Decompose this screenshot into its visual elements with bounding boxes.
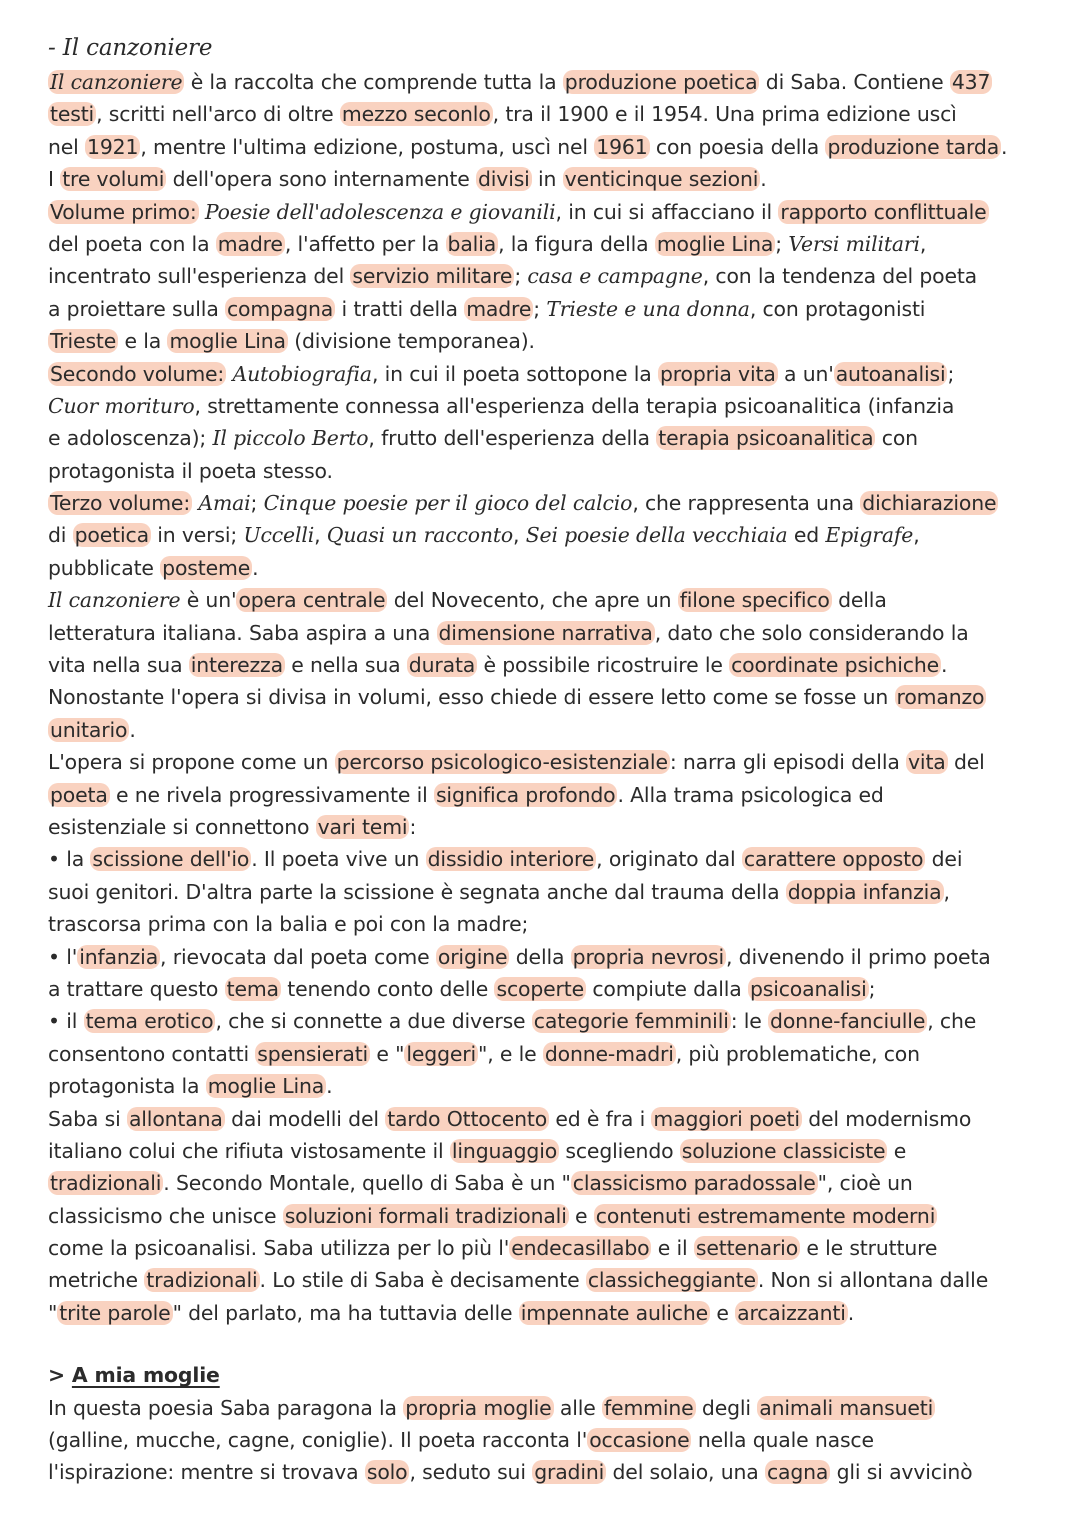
bullet-infanzia: • l'infanzia, rievocata dal poeta come origine della propria nevrosi, divenendo il primo poeta a trattare questo tema tenendo conto delle scoperte compiute dalla psicoanalisi;	[48, 944, 991, 1001]
paragraph-themes-intro: L'opera si propone come un percorso psicologico-esistenziale: narra gli episodi della vita del poeta e ne rivela progressivamente il significa profondo. Alla trama psicologica ed esistenziale si connettono vari temi:	[48, 750, 985, 839]
poem-title-text: A mia moglie	[71, 1363, 220, 1388]
paragraph-volume-one: Volume primo: Poesie dell'adolescenza e giovanili, in cui si affacciano il rapporto conflittuale del poeta con la madre, l'affetto per la balia, la figura della moglie Lina; Versi militari, incentrato sull'esperienza del servizio militare; casa e campagne, con la tendenza del poeta a proiettare sulla compagna i tratti della madre; Trieste e una donna, con protagonisti Trieste e la moglie Lina (divisione temporanea).	[48, 199, 987, 354]
paragraph-central-work: Il canzoniere è un'opera centrale del Novecento, che apre un filone specifico della letteratura italiana. Saba aspira a una dimensione narrativa, dato che solo considerando la vita nella sua interezza e nella sua durata è possibile ricostruire le coordinate psichiche. Nonostante l'opera si divisa in volumi, esso chiede di essere letto come se fosse un romanzo unitario.	[48, 588, 985, 742]
paragraph-intro: Il canzoniere è la raccolta che comprende tutta la produzione poetica di Saba. Contiene 437 testi, scritti nell'arco di oltre mezzo seconlo, tra il 1900 e il 1954. Una prima edizione uscì nel 1921, mentre l'ultima edizione, postuma, uscì nel 1961 con poesia della produzione tarda. I tre volumi dell'opera sono internamente divisi in venticinque sezioni.	[48, 70, 1008, 192]
poem-title-marker: >	[48, 1363, 65, 1388]
bullet-tema-erotico: • il tema erotico, che si connette a due diverse categorie femminili: le donne-fanciulle, che consentono contatti spensierati e "leggeri", e le donne-madri, più problematiche, con protagonista la moglie Lina.	[48, 1009, 977, 1099]
paragraph-volume-three: Terzo volume: Amai; Cinque poesie per il gioco del calcio, che rappresenta una dichiarazione di poetica in versi; Uccelli, Quasi un racconto, Sei poesie della vecchiaia ed Epigrafe, pubblicate posteme.	[48, 491, 997, 580]
bullet-scissione: • la scissione dell'io. Il poeta vive un dissidio interiore, originato dal carattere opposto dei suoi genitori. D'altra parte la scissione è segnata anche dal trauma della doppia infanzia, trascorsa prima con la balia e poi con la madre;	[48, 847, 963, 937]
paragraph-poem: In questa poesia Saba paragona la propria moglie alle femmine degli animali mansueti (galline, mucche, cagne, coniglie). Il poeta racconta l'occasione nella quale nasce l'ispirazione: mentre si trovava solo, seduto sui gradini del solaio, una cagna gli si avvicinò	[48, 1395, 973, 1485]
paragraph-style: Saba si allontana dai modelli del tardo Ottocento ed è fra i maggiori poeti del modernismo italiano colui che rifiuta vistosamente il linguaggio scegliendo soluzione classiciste e tradizionali. Secondo Montale, quello di Saba è un "classicismo paradossale", cioè un classicismo che unisce soluzioni formali tradizionali e contenuti estremamente moderni come la psicoanalisi. Saba utilizza per lo più l'endecasillabo e il settenario e le strutture metriche tradizionali. Lo stile di Saba è decisamente classicheggiante. Non si allontana dalle "trite parole" del parlato, ma ha tuttavia delle impennate auliche e arcaizzanti.	[48, 1106, 989, 1325]
section-title: - Il canzoniere	[48, 35, 213, 61]
paragraph-volume-two: Secondo volume: Autobiografia, in cui il poeta sottopone la propria vita a un'autoanalisi; Cuor morituro, strettamente connessa all'esperienza della terapia psicoanalitica (infanzia e adoloscenza); Il piccolo Berto, frutto dell'esperienza della terapia psicoanalitica con protagonista il poeta stesso.	[48, 361, 955, 483]
poem-title	[48, 1359, 1040, 1391]
